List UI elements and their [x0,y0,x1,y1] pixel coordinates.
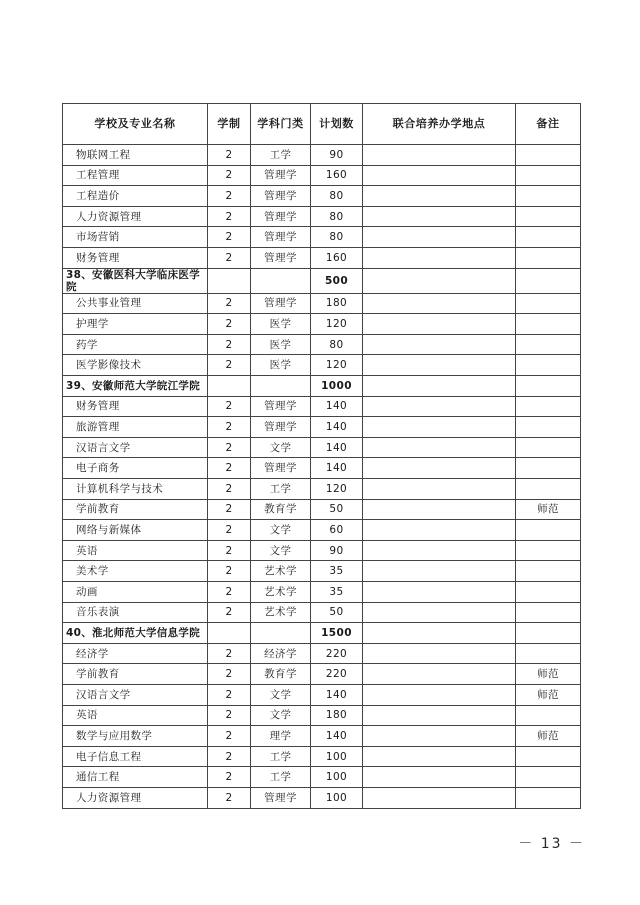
major-name-cell: 人力资源管理 [63,206,208,227]
years-cell: 2 [208,643,251,664]
column-header-note: 备注 [516,104,581,145]
plan-count-cell: 80 [311,206,363,227]
plan-count-cell: 60 [311,520,363,541]
joint-site-cell [363,355,516,376]
table-row [63,520,581,541]
years-cell: 2 [208,437,251,458]
joint-site-cell [363,726,516,747]
note-cell [516,602,581,623]
table-row [63,726,581,747]
note-cell [516,417,581,438]
joint-site-cell [363,437,516,458]
note-cell [516,437,581,458]
plan-count-cell: 140 [311,396,363,417]
note-cell [516,582,581,603]
major-name-cell: 英语 [63,540,208,561]
school-name-cell: 38、安徽医科大学临床医学院 [63,268,208,293]
plan-count-cell: 180 [311,293,363,314]
major-name-cell: 旅游管理 [63,417,208,438]
plan-count-cell: 220 [311,664,363,685]
joint-site-cell [363,623,516,644]
joint-site-cell [363,314,516,335]
category-cell: 管理学 [251,186,311,207]
table-row [63,458,581,479]
years-cell: 2 [208,355,251,376]
table-body [63,145,581,809]
table-row [63,664,581,685]
years-cell: 2 [208,726,251,747]
category-cell [251,268,311,293]
joint-site-cell [363,520,516,541]
major-name-cell: 药学 [63,334,208,355]
years-cell: 2 [208,602,251,623]
school-name-cell: 40、淮北师范大学信息学院 [63,623,208,644]
category-cell: 文学 [251,705,311,726]
note-cell [516,643,581,664]
note-cell: 师范 [516,684,581,705]
note-cell [516,561,581,582]
table-row [63,684,581,705]
major-name-cell: 市场营销 [63,227,208,248]
major-name-cell: 工程造价 [63,186,208,207]
category-cell: 管理学 [251,458,311,479]
note-cell [516,227,581,248]
category-cell: 文学 [251,684,311,705]
years-cell: 2 [208,458,251,479]
table-row [63,247,581,268]
plan-count-cell: 140 [311,684,363,705]
joint-site-cell [363,376,516,397]
plan-count-cell: 50 [311,499,363,520]
category-cell: 教育学 [251,499,311,520]
category-cell: 文学 [251,437,311,458]
table-row [63,787,581,808]
joint-site-cell [363,334,516,355]
joint-site-cell [363,746,516,767]
major-name-cell: 财务管理 [63,247,208,268]
joint-site-cell [363,165,516,186]
column-header-site: 联合培养办学地点 [363,104,516,145]
category-cell: 管理学 [251,227,311,248]
plan-count-cell: 120 [311,355,363,376]
joint-site-cell [363,561,516,582]
table-row [63,705,581,726]
table-row [63,540,581,561]
plan-count-cell: 160 [311,247,363,268]
major-name-cell: 物联网工程 [63,145,208,166]
school-section-row [63,623,581,644]
note-cell [516,355,581,376]
major-name-cell: 网络与新媒体 [63,520,208,541]
plan-count-cell: 120 [311,479,363,500]
category-cell: 管理学 [251,787,311,808]
plan-count-cell: 50 [311,602,363,623]
table-row [63,746,581,767]
category-cell: 教育学 [251,664,311,685]
joint-site-cell [363,247,516,268]
category-cell: 工学 [251,479,311,500]
category-cell: 经济学 [251,643,311,664]
years-cell: 2 [208,293,251,314]
column-header-years: 学制 [208,104,251,145]
years-cell [208,268,251,293]
major-name-cell: 护理学 [63,314,208,335]
years-cell: 2 [208,746,251,767]
joint-site-cell [363,227,516,248]
category-cell: 医学 [251,355,311,376]
category-cell: 管理学 [251,165,311,186]
table-row [63,355,581,376]
years-cell: 2 [208,664,251,685]
note-cell [516,268,581,293]
major-name-cell: 电子商务 [63,458,208,479]
plan-count-cell: 140 [311,417,363,438]
major-name-cell: 美术学 [63,561,208,582]
table-row [63,145,581,166]
joint-site-cell [363,664,516,685]
plan-count-cell: 120 [311,314,363,335]
category-cell: 文学 [251,520,311,541]
table-row [63,479,581,500]
years-cell: 2 [208,165,251,186]
plan-count-cell: 1000 [311,376,363,397]
years-cell: 2 [208,540,251,561]
plan-count-cell: 100 [311,767,363,788]
major-name-cell: 学前教育 [63,664,208,685]
note-cell [516,540,581,561]
plan-count-cell: 160 [311,165,363,186]
major-name-cell: 电子信息工程 [63,746,208,767]
years-cell: 2 [208,787,251,808]
years-cell: 2 [208,499,251,520]
joint-site-cell [363,582,516,603]
note-cell [516,396,581,417]
major-name-cell: 计算机科学与技术 [63,479,208,500]
major-name-cell: 通信工程 [63,767,208,788]
plan-count-cell: 35 [311,561,363,582]
major-name-cell: 英语 [63,705,208,726]
category-cell: 艺术学 [251,561,311,582]
table-header [63,104,581,145]
years-cell: 2 [208,479,251,500]
years-cell: 2 [208,145,251,166]
category-cell: 医学 [251,334,311,355]
years-cell: 2 [208,247,251,268]
joint-site-cell [363,643,516,664]
joint-site-cell [363,458,516,479]
joint-site-cell [363,602,516,623]
joint-site-cell [363,479,516,500]
category-cell: 工学 [251,145,311,166]
category-cell: 艺术学 [251,582,311,603]
enrollment-plan-table [62,103,581,809]
category-cell: 管理学 [251,247,311,268]
major-name-cell: 医学影像技术 [63,355,208,376]
joint-site-cell [363,293,516,314]
table-row [63,227,581,248]
major-name-cell: 工程管理 [63,165,208,186]
category-cell: 工学 [251,746,311,767]
note-cell [516,206,581,227]
years-cell: 2 [208,705,251,726]
plan-count-cell: 100 [311,787,363,808]
plan-count-cell: 140 [311,437,363,458]
joint-site-cell [363,787,516,808]
note-cell [516,293,581,314]
note-cell [516,186,581,207]
table-row [63,602,581,623]
note-cell [516,458,581,479]
plan-count-cell: 90 [311,540,363,561]
major-name-cell: 财务管理 [63,396,208,417]
major-name-cell: 数学与应用数学 [63,726,208,747]
category-cell: 管理学 [251,206,311,227]
note-cell [516,746,581,767]
column-header-major: 学校及专业名称 [63,104,208,145]
years-cell: 2 [208,561,251,582]
years-cell: 2 [208,520,251,541]
years-cell: 2 [208,206,251,227]
years-cell: 2 [208,767,251,788]
joint-site-cell [363,705,516,726]
table-row [63,417,581,438]
joint-site-cell [363,206,516,227]
table-row [63,186,581,207]
plan-count-cell: 80 [311,186,363,207]
column-header-category: 学科门类 [251,104,311,145]
major-name-cell: 学前教育 [63,499,208,520]
years-cell [208,376,251,397]
note-cell [516,623,581,644]
major-name-cell: 动画 [63,582,208,603]
category-cell: 医学 [251,314,311,335]
category-cell: 管理学 [251,396,311,417]
plan-count-cell: 35 [311,582,363,603]
note-cell: 师范 [516,664,581,685]
category-cell [251,376,311,397]
note-cell [516,334,581,355]
category-cell [251,623,311,644]
category-cell: 艺术学 [251,602,311,623]
table-row [63,643,581,664]
joint-site-cell [363,499,516,520]
plan-count-cell: 140 [311,726,363,747]
school-section-row [63,376,581,397]
plan-count-cell: 140 [311,458,363,479]
plan-count-cell: 500 [311,268,363,293]
major-name-cell: 经济学 [63,643,208,664]
joint-site-cell [363,684,516,705]
page-number: － 13 － [518,836,585,852]
plan-count-cell: 100 [311,746,363,767]
note-cell [516,479,581,500]
category-cell: 管理学 [251,417,311,438]
years-cell [208,623,251,644]
major-name-cell: 音乐表演 [63,602,208,623]
plan-count-cell: 1500 [311,623,363,644]
plan-count-cell: 90 [311,145,363,166]
category-cell: 管理学 [251,293,311,314]
major-name-cell: 汉语言文学 [63,684,208,705]
years-cell: 2 [208,314,251,335]
years-cell: 2 [208,684,251,705]
note-cell [516,247,581,268]
years-cell: 2 [208,227,251,248]
plan-count-cell: 80 [311,334,363,355]
table-row [63,582,581,603]
note-cell [516,705,581,726]
table-row [63,767,581,788]
note-cell [516,787,581,808]
plan-count-cell: 180 [311,705,363,726]
table-row [63,499,581,520]
table-row [63,437,581,458]
years-cell: 2 [208,417,251,438]
years-cell: 2 [208,334,251,355]
plan-count-cell: 80 [311,227,363,248]
table-row [63,293,581,314]
note-cell: 师范 [516,726,581,747]
category-cell: 工学 [251,767,311,788]
joint-site-cell [363,767,516,788]
table-row [63,334,581,355]
table-row [63,396,581,417]
joint-site-cell [363,186,516,207]
years-cell: 2 [208,582,251,603]
school-name-cell: 39、安徽师范大学皖江学院 [63,376,208,397]
joint-site-cell [363,540,516,561]
major-name-cell: 汉语言文学 [63,437,208,458]
category-cell: 理学 [251,726,311,747]
major-name-cell: 公共事业管理 [63,293,208,314]
school-section-row [63,268,581,293]
joint-site-cell [363,268,516,293]
years-cell: 2 [208,186,251,207]
note-cell [516,314,581,335]
column-header-plan: 计划数 [311,104,363,145]
table-row [63,165,581,186]
joint-site-cell [363,417,516,438]
category-cell: 文学 [251,540,311,561]
table-row [63,206,581,227]
joint-site-cell [363,396,516,417]
table-header-row [63,104,581,145]
major-name-cell: 人力资源管理 [63,787,208,808]
note-cell [516,165,581,186]
note-cell [516,376,581,397]
note-cell [516,520,581,541]
note-cell [516,767,581,788]
plan-count-cell: 220 [311,643,363,664]
table-row [63,314,581,335]
joint-site-cell [363,145,516,166]
note-cell: 师范 [516,499,581,520]
note-cell [516,145,581,166]
table-row [63,561,581,582]
years-cell: 2 [208,396,251,417]
